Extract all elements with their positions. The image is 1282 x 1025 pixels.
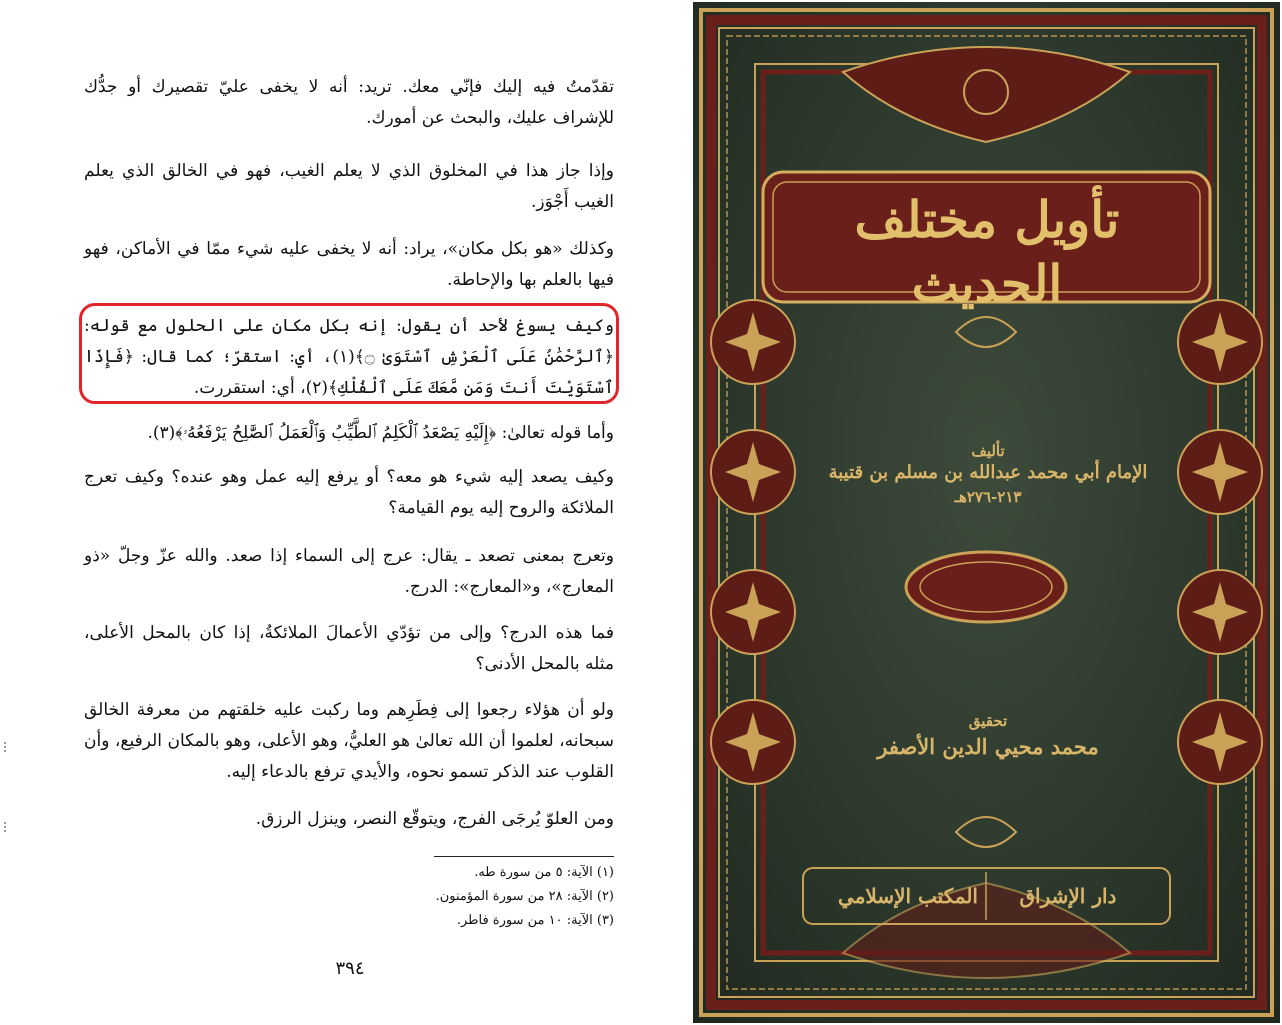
- paragraph: وكيف يصعد إليه شيء هو معه؟ أو يرفع إليه عمل وهو عنده؟ وكيف تعرج الملائكة والروح إليه يوم القيامة؟: [84, 467, 614, 518]
- scan-edge-mark: [4, 742, 9, 752]
- page-number: ٣٩٤: [335, 958, 365, 979]
- book-cover: [693, 2, 1280, 1023]
- publisher-name: المكتب الإسلامي: [838, 884, 978, 908]
- footnote: (٣) الآية: ١٠ من سورة فاطر.: [456, 913, 614, 928]
- footnote: (٢) الآية: ٢٨ من سورة المؤمنون.: [435, 889, 614, 904]
- author-dates: ٢١٣-٢٧٦هـ: [954, 488, 1022, 506]
- paragraph: ولو أن هؤلاء رجعوا إلى فِطَرِهم وما ركبت عليه خلقتهم من معرفة الخالق سبحانه، لعلموا أن الله تعالىٰ هو العليُّ، وهو الأعلى، وهو بالمكان الرفيع، وأن القلوب عند الذكر تسمو نحوه، والأيدي ترفع بالدعاء إليه.: [84, 700, 614, 782]
- cover-ornament: [693, 2, 1280, 1023]
- paragraph: تقدّمتُ فيه إليك فإنّي معك. تريد: أنه لا يخفى عليّ تقصيرك أو جدُّك للإشراف عليك، والبحث عن أمورك.: [84, 77, 614, 128]
- author-label: تأليف: [971, 442, 1005, 460]
- footnote: (١) الآية: ٥ من سورة طه.: [474, 865, 614, 880]
- highlighted-paragraph: وكيف يسوغ لأحد أن يقول: إنه بكل مكان على الحلول مع قوله: ﴿ٱلرَّحْمَٰنُ عَلَى ٱلْعَرْشِ ٱسْتَوَىٰ ۝﴾(١)، أي: استقرّ؛ كما قال: ﴿فَإِذَا ٱسْتَوَيْتَ أَنتَ وَمَن مَّعَكَ عَلَى ٱلْفُلْكِ﴾(٢)، أي: استقررت.: [84, 316, 615, 398]
- paragraph: وتعرج بمعنى تصعد ـ يقال: عرج إلى السماء إذا صعد. والله عزّ وجلّ «ذو المعارج»، و«المعارج»: الدرج.: [84, 546, 614, 597]
- red-highlight-box: [79, 303, 619, 404]
- paragraph: فما هذه الدرج؟ وإلى من تؤدّي الأعمالَ الملائكةُ، إذا كان بالمحل الأعلى، مثله بالمحل الأدنى؟: [84, 623, 614, 674]
- publisher-name: دار الإشراق: [1019, 884, 1117, 908]
- cover-title: تأويل مختلف الحديث: [854, 190, 1120, 313]
- paragraph: وكذلك «هو بكل مكان»، يراد: أنه لا يخفى عليه شيء ممّا في الأماكن، فهو فيها بالعلم بها والإحاطة.: [84, 239, 614, 290]
- footnote-separator: [434, 856, 614, 857]
- author-name: الإمام أبي محمد عبدالله بن مسلم بن قتيبة: [828, 462, 1148, 483]
- paragraph: وأما قوله تعالىٰ: ﴿إِلَيْهِ يَصْعَدُ ٱلْكَلِمُ ٱلطَّيِّبُ وَٱلْعَمَلُ ٱلصَّٰلِحُ يَرْفَعُهُۥ﴾(٣).: [147, 423, 614, 443]
- editor-label: تحقيق: [968, 712, 1008, 730]
- paragraph: ومن العلوّ يُرجَى الفرج، ويتوقّع النصر، وينزل الرزق.: [255, 809, 614, 829]
- editor-name: محمد محيي الدين الأصفر: [877, 734, 1099, 759]
- paragraph: وإذا جاز هذا في المخلوق الذي لا يعلم الغيب، فهو في الخالق الذي يعلم الغيب أَجْوَز.: [84, 161, 614, 212]
- scan-edge-mark: [4, 822, 9, 832]
